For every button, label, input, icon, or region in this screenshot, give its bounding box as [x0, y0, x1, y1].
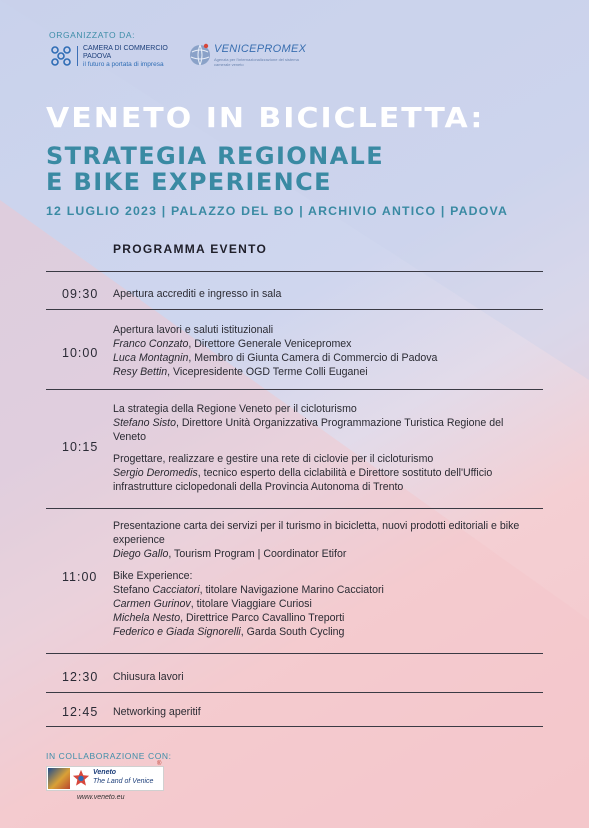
- veneto-logo: [46, 761, 164, 791]
- program-heading: PROGRAMMA EVENTO: [113, 242, 268, 256]
- veneto-subtitle: The Land of Venice: [93, 778, 154, 785]
- session-text: [113, 670, 533, 684]
- session-title: La strategia della Regione Veneto per il cicloturismo: [113, 403, 357, 415]
- speaker-role: , Tourism Program | Coordinator Etifor: [168, 548, 347, 560]
- camera-name-line1: CAMERA DI COMMERCIO: [83, 45, 168, 52]
- collaboration-label: IN COLLABORAZIONE CON:: [46, 751, 172, 761]
- divider: [46, 692, 543, 693]
- speaker-name: Carmen Gurinov: [113, 598, 191, 610]
- spacer: [113, 561, 533, 569]
- speaker-name: Stefano Sisto: [113, 417, 177, 429]
- session-time: 10:15: [62, 440, 99, 454]
- session-title: Apertura accrediti e ingresso in sala: [113, 288, 282, 300]
- speaker-role: , titolare Viaggiare Curiosi: [190, 598, 312, 610]
- organizers-label: ORGANIZZATO DA:: [49, 30, 136, 40]
- event-date-location: 12 LUGLIO 2023 | PALAZZO DEL BO | ARCHIVIO ANTICO | PADOVA: [46, 204, 509, 218]
- title-line-2: STRATEGIA REGIONALE: [46, 142, 385, 170]
- divider: [46, 389, 543, 390]
- title-line-1: VENETO IN BICICLETTA:: [46, 102, 485, 135]
- session-text: [113, 519, 533, 639]
- veneto-name: Veneto: [93, 769, 117, 776]
- session-title: Presentazione carta dei servizi per il turismo in bicicletta, nuovi prodotti editoriali e bike experience: [113, 520, 520, 546]
- speaker: [113, 337, 533, 351]
- divider: [46, 271, 543, 272]
- session-title: Networking aperitif: [113, 706, 201, 718]
- speaker: [113, 625, 533, 639]
- session-title: Progettare, realizzare e gestire una rete di ciclovie per il cicloturismo: [113, 453, 434, 465]
- venicepromex-name: VENICEPROMEX: [214, 43, 307, 55]
- speaker-name: Sergio Deromedis: [113, 467, 198, 479]
- logo-separator: [77, 46, 78, 66]
- speaker-role: , Direttore Generale Venicepromex: [188, 338, 352, 350]
- session-time: 11:00: [62, 570, 98, 584]
- speaker-name: Michela Nesto: [113, 612, 181, 624]
- camera-commercio-tagline: il futuro a portata di impresa: [83, 61, 164, 68]
- speaker: [113, 416, 533, 444]
- speaker: [113, 466, 533, 494]
- speaker: [113, 611, 533, 625]
- session-text: [113, 323, 533, 379]
- speaker-last-name: Cacciatori: [152, 584, 200, 596]
- speaker-name: Diego Gallo: [113, 548, 169, 560]
- speaker: [113, 351, 533, 365]
- venicepromex-logo: [188, 42, 308, 70]
- speaker-role: , Membro di Giunta Camera di Commercio di Padova: [188, 352, 438, 364]
- session-text: [113, 402, 533, 494]
- speaker-role: , titolare Navigazione Marino Cacciatori: [199, 584, 384, 596]
- camera-commercio-icon: [49, 44, 73, 68]
- spacer: [113, 444, 533, 452]
- speaker-role: , Direttrice Parco Cavallino Treporti: [180, 612, 345, 624]
- session-time: 12:30: [62, 670, 99, 684]
- speaker: [113, 597, 533, 611]
- veneto-website-link[interactable]: www.veneto.eu: [77, 794, 125, 801]
- session-time: 09:30: [62, 287, 99, 301]
- speaker: [113, 365, 533, 379]
- camera-commercio-logo: [49, 44, 184, 70]
- divider: [46, 508, 543, 509]
- session-time: 12:45: [62, 705, 99, 719]
- speaker-name: Luca Montagnin: [113, 352, 189, 364]
- divider: [46, 653, 543, 654]
- subheading: Bike Experience:: [113, 570, 193, 582]
- title-line-3: E BIKE EXPERIENCE: [46, 168, 332, 196]
- veneto-photo: [48, 768, 70, 789]
- speaker: [113, 583, 533, 597]
- veneto-star-icon: [72, 769, 90, 787]
- session-title: Chiusura lavori: [113, 671, 184, 683]
- speaker-role: , tecnico esperto della ciclabilità e Direttore sostituto dell'Ufficio infrastrutture ciclopedonali della Provincia Autonoma di Trento: [113, 467, 493, 493]
- registered-mark: ®: [157, 761, 162, 767]
- divider: [46, 309, 543, 310]
- speaker-name: Resy Bettin: [113, 366, 168, 378]
- speaker-first-name: Stefano: [113, 584, 153, 596]
- speaker-role: , Vicepresidente OGD Terme Colli Euganei: [167, 366, 368, 378]
- camera-name-line2: PADOVA: [83, 53, 112, 60]
- speaker-role: , Direttore Unità Organizzativa Programmazione Turistica Regione del Veneto: [113, 417, 504, 443]
- venicepromex-tagline: Agenzia per l'internazionalizzazione del sistema camerale veneto: [214, 57, 299, 67]
- divider: [46, 726, 543, 727]
- speaker-name: Franco Conzato: [113, 338, 189, 350]
- speaker: [113, 547, 533, 561]
- session-text: [113, 705, 533, 719]
- globe-icon: [188, 42, 212, 66]
- camera-commercio-name: [83, 45, 183, 61]
- speaker-role: , Garda South Cycling: [240, 626, 345, 638]
- session-text: [113, 287, 533, 301]
- speaker-name: Federico e Giada Signorelli: [113, 626, 241, 638]
- session-time: 10:00: [62, 346, 99, 360]
- session-title: Apertura lavori e saluti istituzionali: [113, 324, 274, 336]
